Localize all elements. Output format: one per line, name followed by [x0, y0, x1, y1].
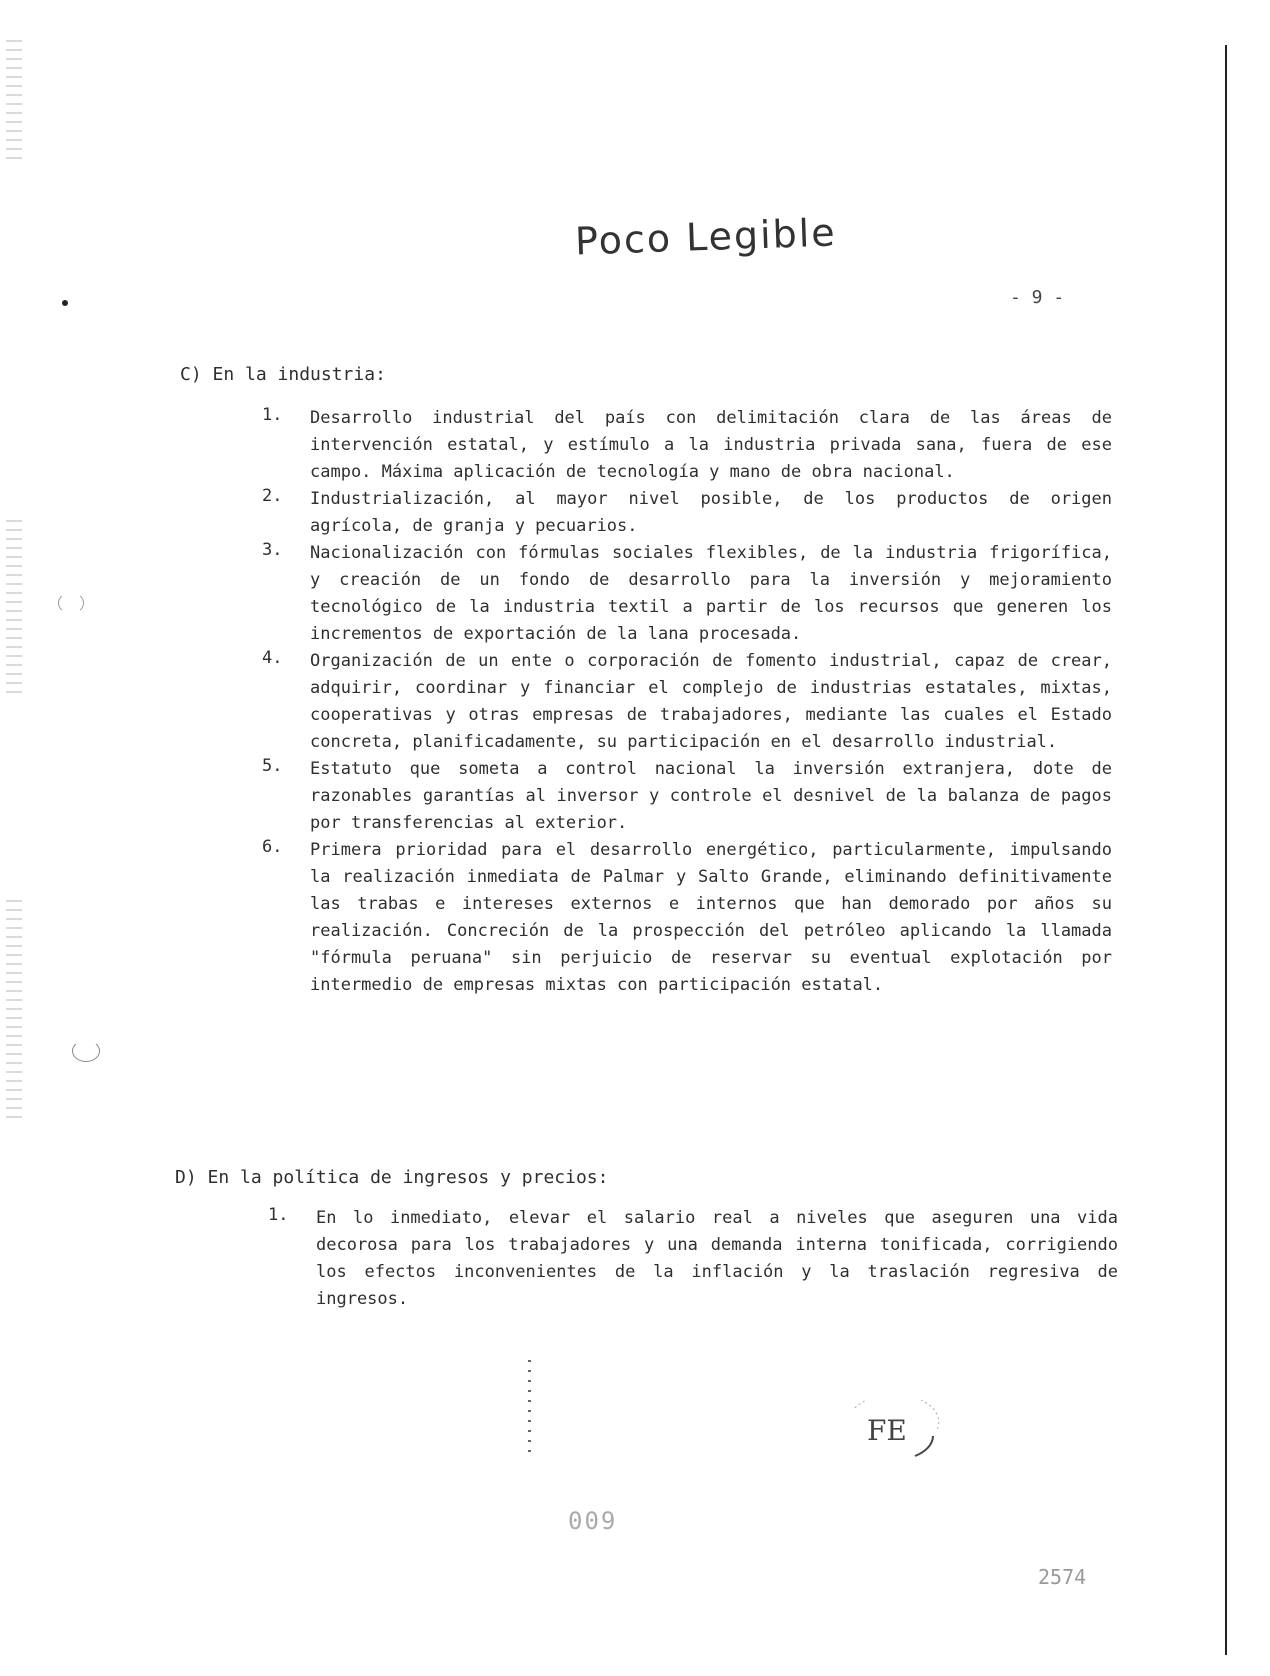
page-edge-line: [1225, 45, 1227, 1655]
handwritten-note: Poco Legible: [574, 210, 838, 264]
item-text: Industrialización, al mayor nivel posible, de los productos de origen agrícola, de granja y pecuarios.: [310, 489, 1112, 536]
item-number: 1.: [262, 405, 283, 425]
list-item: [262, 756, 1112, 837]
item-number: 1.: [268, 1205, 289, 1225]
scan-speckle: [6, 40, 22, 160]
list-item: [262, 486, 1112, 540]
item-number: 6.: [262, 837, 283, 857]
corner-number: 2574: [1038, 1565, 1087, 1589]
punch-hole-mark: [58, 592, 84, 614]
item-text: Nacionalización con fórmulas sociales flexibles, de la industria frigorífica, y creación de un fondo de desarrollo para la inversión y mejoramiento tecnológico de la industria textil a partir de los recursos que generen los incrementos de exportación de la lana procesada.: [310, 543, 1112, 644]
item-number: 2.: [262, 486, 283, 506]
scan-speckle: [6, 900, 22, 1120]
item-text: En lo inmediato, elevar el salario real a niveles que aseguren una vida decorosa para los trabajadores y una demanda interna tonificada, corrigiendo los efectos inconvenientes de la inflación y la traslación regresiva de ingresos.: [316, 1208, 1118, 1309]
scan-dots: [528, 1360, 531, 1460]
punch-hole-mark: [72, 1040, 100, 1062]
page-number: - 9 -: [1010, 287, 1065, 308]
section-heading: D) En la política de ingresos y precios:: [175, 1167, 609, 1188]
item-text: Primera prioridad para el desarrollo energético, particularmente, impulsando la realización inmediata de Palmar y Salto Grande, eliminando definitivamente las trabas e intereses externos e internos que han demorado por años su realización. Concreción de la prospección del petróleo aplicando la llamada "fórmula peruana" sin perjuicio de reservar su eventual explotación por intermedio de empresas mixtas con participación estatal.: [310, 840, 1112, 995]
section-c-items: [262, 405, 1112, 999]
scan-dot: [62, 300, 68, 306]
section-heading: C) En la industria:: [180, 364, 386, 385]
item-text: Estatuto que someta a control nacional la inversión extranjera, dote de razonables garantías al inversor y controle el desnivel de la balanza de pagos por transferencias al exterior.: [310, 759, 1112, 833]
item-number: 4.: [262, 648, 283, 668]
footer-number: 009: [568, 1507, 618, 1535]
list-item: [262, 540, 1112, 648]
list-item: [262, 648, 1112, 756]
list-item: [268, 1205, 1118, 1313]
scan-speckle: [6, 520, 22, 700]
initials-stamp: FE: [845, 1400, 945, 1462]
item-number: 5.: [262, 756, 283, 776]
item-number: 3.: [262, 540, 283, 560]
list-item: [262, 405, 1112, 486]
section-d-items: [268, 1205, 1118, 1313]
item-text: Desarrollo industrial del país con delimitación clara de las áreas de intervención estatal, y estímulo a la industria privada sana, fuera de ese campo. Máxima aplicación de tecnología y mano de obra nacional.: [310, 408, 1112, 482]
item-text: Organización de un ente o corporación de fomento industrial, capaz de crear, adquirir, coordinar y financiar el complejo de industrias estatales, mixtas, cooperativas y otras empresas de trabajadores, mediante las cuales el Estado concreta, planificadamente, su participación en el desarrollo industrial.: [310, 651, 1112, 752]
list-item: [262, 837, 1112, 999]
